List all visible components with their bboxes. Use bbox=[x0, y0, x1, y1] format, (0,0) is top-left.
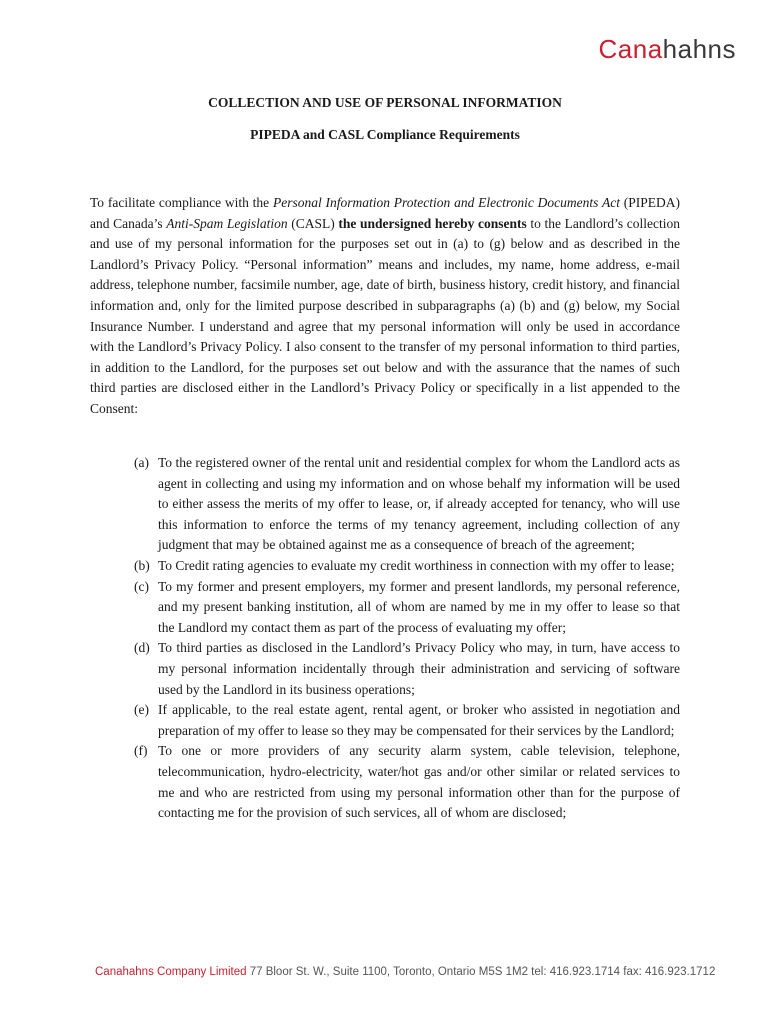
logo-part-1: Cana bbox=[598, 34, 663, 64]
list-item-text: If applicable, to the real estate agent, rental agent, or broker who assisted in negotiation and preparation of my offer to lease so they may be compensated for their services by the Landlord; bbox=[158, 702, 680, 738]
page-footer bbox=[95, 966, 716, 978]
list-item-marker: (f) bbox=[134, 743, 148, 759]
intro-text-4: to the Landlord’s collection and use of my personal information for the purposes set out in (a) to (g) below and as described in the Landlord’s Privacy Policy. “Personal information” means and includes, my name, home address, e-mail address, telephone number, facsimile number, age, date of birth, business history, credit history, and financial information and, only for the limited purpose described in subparagraphs (a) (b) and (g) below, my Social Insurance Number. I understand and agree that my personal information will only be used in accordance with the Landlord’s Privacy Policy. I also consent to the transfer of my personal information to third parties, in addition to the Landlord, for the purposes set out below and with the assurance that the names of such third parties are disclosed either in the Landlord’s Privacy Policy or specifically in a list appended to the Consent: bbox=[90, 215, 681, 416]
logo-part-2: hahns bbox=[662, 34, 736, 64]
list-item bbox=[134, 638, 680, 700]
document-title: COLLECTION AND USE OF PERSONAL INFORMATION bbox=[208, 95, 562, 110]
pipeda-act-name: Personal Information Protection and Electronic Documents Act bbox=[272, 195, 620, 210]
list-item-marker: (e) bbox=[134, 702, 149, 718]
list-item-marker: (d) bbox=[134, 640, 150, 656]
consent-statement: the undersigned hereby consents bbox=[338, 215, 527, 231]
intro-text-1: To facilitate compliance with the bbox=[90, 195, 273, 210]
list-item bbox=[134, 453, 680, 556]
list-item-marker: (c) bbox=[134, 578, 149, 594]
company-logo bbox=[599, 36, 737, 62]
casl-act-name: Anti-Spam Legislation bbox=[166, 215, 288, 231]
intro-paragraph bbox=[90, 193, 680, 420]
footer-address: 77 Bloor St. W., Suite 1100, Toronto, Ontario M5S 1M2 tel: 416.923.1714 fax: 416.923.1712 bbox=[246, 966, 716, 978]
list-item bbox=[134, 556, 680, 577]
purposes-list bbox=[134, 453, 680, 824]
document-subtitle: PIPEDA and CASL Compliance Requirements bbox=[250, 127, 520, 142]
list-item-text: To the registered owner of the rental unit and residential complex for whom the Landlord acts as agent in collecting and using my information and on whose behalf my information will be used to either assess the merits of my offer to lease, or, if already accepted for tenancy, who will use this information to enforce the terms of my tenancy agreement, including collection of any judgment that may be obtained against me as a consequence of breach of the agreement; bbox=[158, 455, 680, 553]
list-item-marker: (a) bbox=[134, 455, 149, 470]
list-item-text: To Credit rating agencies to evaluate my credit worthiness in connection with my offer to lease; bbox=[158, 557, 675, 573]
footer-company: Canahahns Company Limited bbox=[95, 966, 247, 978]
list-item bbox=[134, 577, 680, 639]
intro-text-2: (PIPEDA) and Canada’s bbox=[90, 195, 680, 231]
list-item-text: To my former and present employers, my former and present landlords, my personal reference, and my present banking institution, all of whom are named by me in my offer to lease so that the Landlord my contact them as part of the process of evaluating my offer; bbox=[158, 578, 680, 635]
intro-text-3: (CASL) bbox=[287, 215, 339, 231]
list-item bbox=[134, 741, 680, 823]
list-item bbox=[134, 700, 680, 741]
list-item-text: To third parties as disclosed in the Landlord’s Privacy Policy who may, in turn, have access to my personal information incidentally through their administration and servicing of software used by the Landlord in its business operations; bbox=[158, 640, 680, 697]
list-item-text: To one or more providers of any security alarm system, cable television, telephone, telecommunication, hydro-electricity, water/hot gas and/or other similar or related services to me and who are restricted from using my personal information other than for the purpose of contacting me for the provision of such services, all of whom are disclosed; bbox=[158, 743, 680, 821]
list-item-marker: (b) bbox=[134, 557, 150, 573]
